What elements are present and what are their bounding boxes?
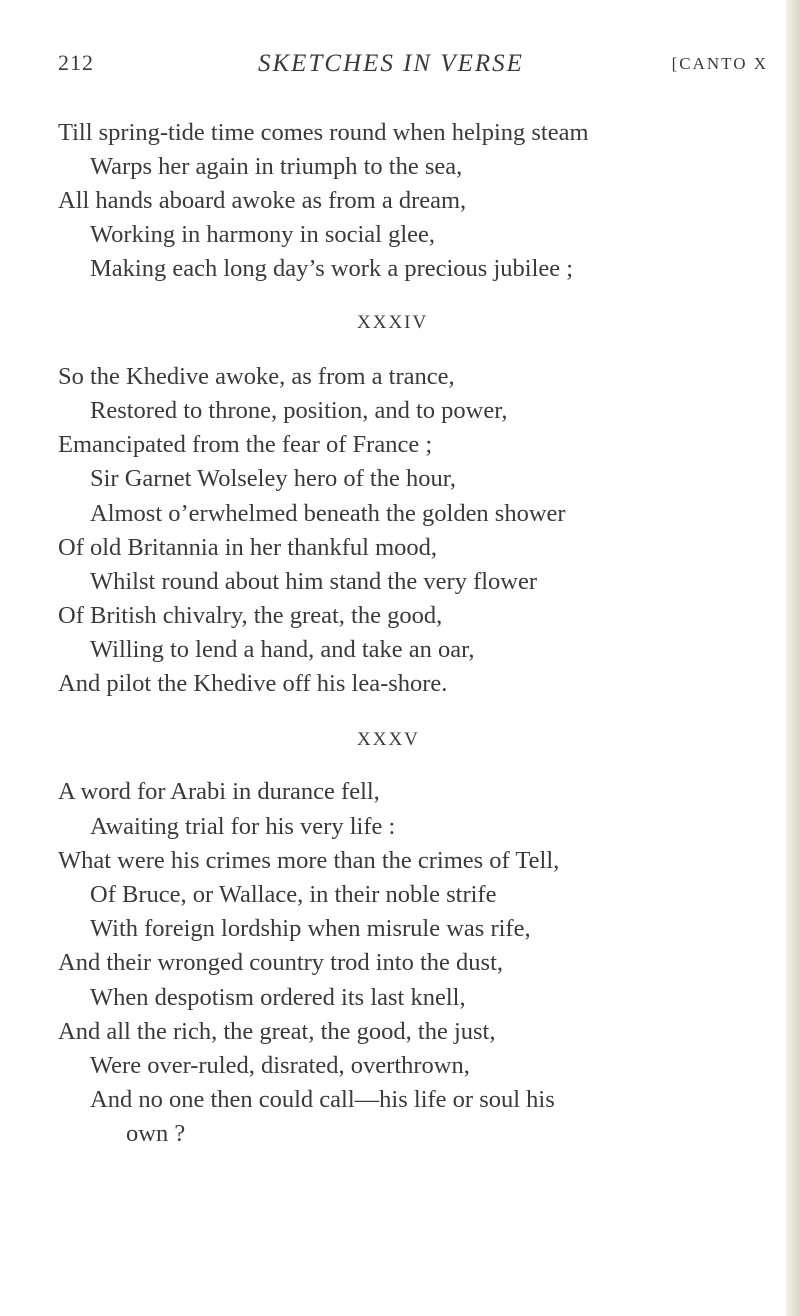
verse-line: Willing to lend a hand, and take an oar, [90, 636, 475, 663]
verse-line: And all the rich, the great, the good, the just, [58, 1018, 496, 1045]
verse-line: So the Khedive awoke, as from a trance, [58, 363, 455, 390]
verse-line: Working in harmony in social glee, [90, 221, 436, 248]
page-number: 212 [58, 50, 94, 75]
verse-line: Restored to throne, position, and to power, [90, 397, 508, 424]
canto-reference: [CANTO X [671, 54, 768, 73]
verse-line: What were his crimes more than the crimes of Tell, [58, 847, 560, 874]
verse-line: Were over-ruled, disrated, overthrown, [90, 1052, 470, 1079]
verse-line: And pilot the Khedive off his lea-shore. [58, 670, 448, 697]
verse-line: Almost o’erwhelmed beneath the golden shower [90, 500, 566, 527]
verse-line: own ? [126, 1120, 186, 1147]
verse-line: A word for Arabi in durance fell, [58, 778, 380, 805]
verse-line: Of British chivalry, the great, the good, [58, 602, 443, 629]
page-header [58, 50, 768, 80]
running-title: SKETCHES IN VERSE [258, 50, 524, 77]
verse-line: Of Bruce, or Wallace, in their noble strife [90, 881, 497, 908]
page-edge [786, 0, 800, 1316]
verse-line: And their wronged country trod into the dust, [58, 949, 504, 976]
verse-line: Of old Britannia in her thankful mood, [58, 534, 437, 561]
verse-line: Till spring-tide time comes round when helping steam [58, 119, 589, 146]
verse-line: And no one then could call—his life or soul his [90, 1086, 555, 1113]
verse-line: With foreign lordship when misrule was rife, [90, 915, 531, 942]
verse-line: All hands aboard awoke as from a dream, [58, 187, 467, 214]
stanza-heading: XXXIV [357, 312, 429, 333]
verse-line: Making each long day’s work a precious jubilee ; [90, 255, 574, 282]
verse-line: Whilst round about him stand the very flower [90, 568, 538, 595]
verse-line: Awaiting trial for his very life : [90, 813, 396, 840]
stanza-heading: XXXV [357, 729, 420, 750]
verse-line: Emancipated from the fear of France ; [58, 431, 433, 458]
verse-line: When despotism ordered its last knell, [90, 984, 466, 1011]
verse-line: Sir Garnet Wolseley hero of the hour, [90, 465, 457, 492]
verse-line: Warps her again in triumph to the sea, [90, 153, 463, 180]
